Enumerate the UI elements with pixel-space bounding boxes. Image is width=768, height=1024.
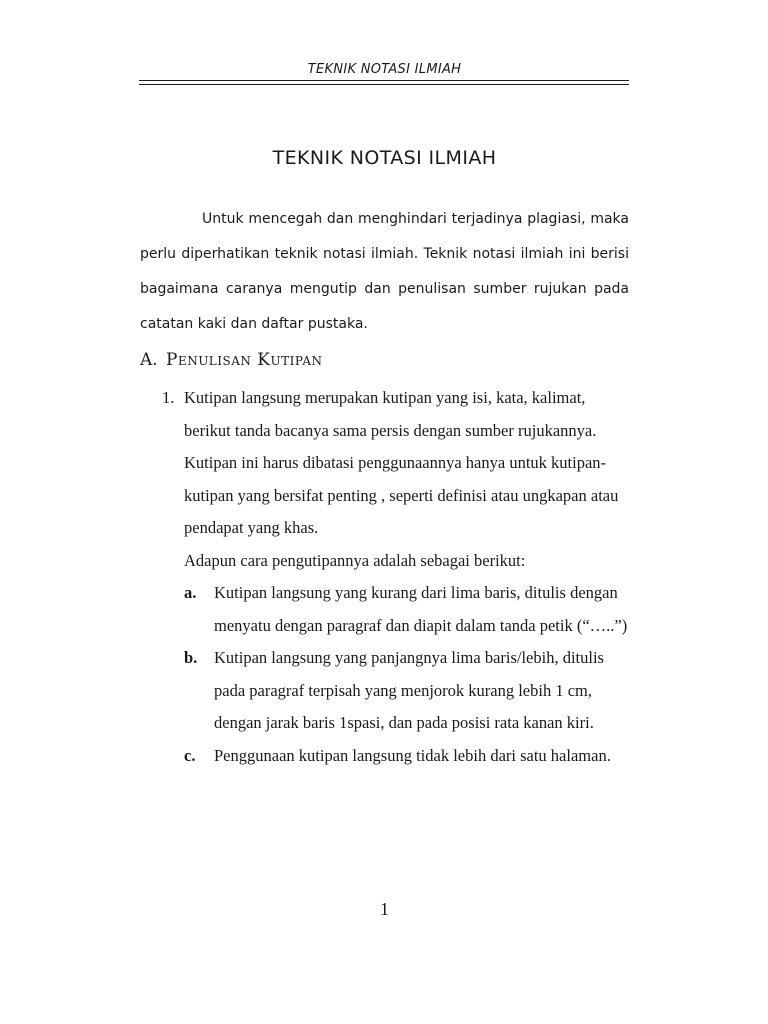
page-number: 1 <box>380 899 389 919</box>
sub-item-label: b. <box>184 648 198 667</box>
sub-item-text: Kutipan langsung yang panjangnya lima baris/lebih, ditulis pada paragraf terpisah yang menjorok kurang lebih 1 cm, dengan jarak baris 1spasi, dan pada posisi rata kanan kiri. <box>214 648 604 732</box>
running-header: TEKNIK NOTASI ILMIAH <box>307 62 462 77</box>
sub-item-label: a. <box>184 583 197 602</box>
sub-item-text: Penggunaan kutipan langsung tidak lebih dari satu halaman. <box>214 745 611 765</box>
sub-item-b <box>184 642 632 740</box>
list-item-text: Kutipan langsung merupakan kutipan yang isi, kata, kalimat, berikut tanda bacanya sama persis dengan sumber rujukannya. Kutipan ini harus dibatasi penggunaannya hanya untuk kutipan-kutipan yang bersifat penting , seperti definisi atau ungkapan atau pendapat yang khas. <box>184 388 619 537</box>
sub-item-label: c. <box>184 745 196 765</box>
sub-item-text: Kutipan langsung yang kurang dari lima baris, ditulis dengan menyatu dengan paragraf dan diapit dalam tanda petik (“…..”) <box>214 583 628 635</box>
section-heading <box>140 350 323 370</box>
sub-item-c <box>184 740 632 773</box>
intro-paragraph: Untuk mencegah dan menghindari terjadinya plagiasi, maka perlu diperhatikan teknik notasi ilmiah. Teknik notasi ilmiah ini berisi bagaimana caranya mengutip dan penulisan sumber rujukan pada catatan kaki dan daftar pustaka. <box>140 211 629 332</box>
list-item-number: 1. <box>162 388 175 407</box>
list-item <box>162 382 632 772</box>
list-item-lead: Adapun cara pengutipannya adalah sebagai berikut: <box>184 550 526 570</box>
sub-item-a <box>184 577 632 642</box>
list-item-body <box>184 382 632 772</box>
section-letter: A. <box>140 350 158 370</box>
header-rule-thin <box>139 84 629 85</box>
document-title: TEKNIK NOTASI ILMIAH <box>272 147 497 169</box>
section-title: Penulisan Kutipan <box>166 350 323 370</box>
quotation-list <box>162 382 632 772</box>
header-rule <box>139 80 629 81</box>
